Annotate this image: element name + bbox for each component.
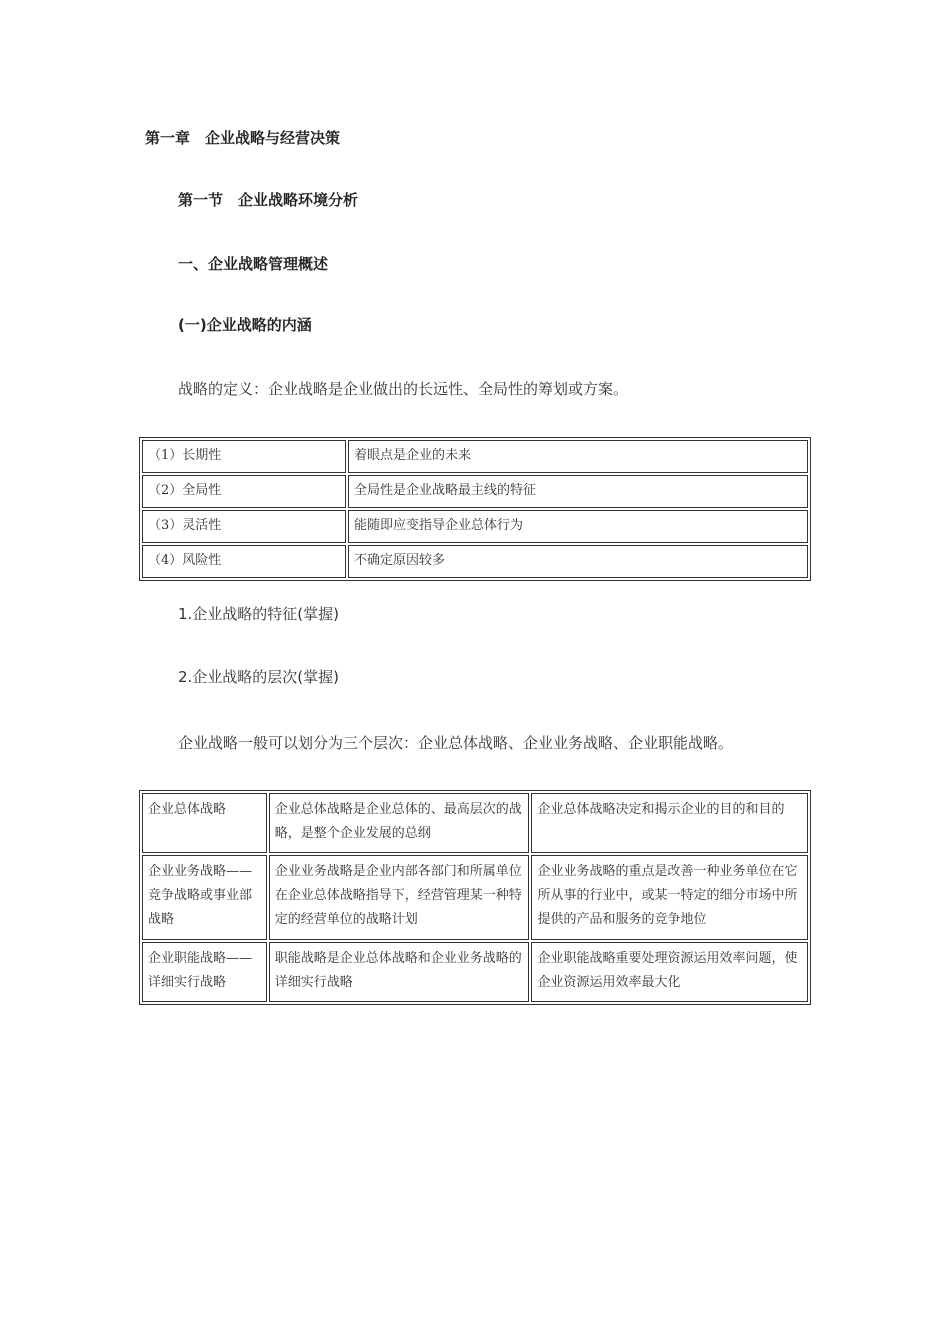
level-focus-cell: 企业业务战略的重点是改善一种业务单位在它所从事的行业中，或某一特定的细分市场中所提供的产品和服务的竞争地位 [531,855,808,940]
features-table [139,437,811,581]
feature-name-cell: （4）风险性 [142,545,346,578]
level-definition-cell: 职能战略是企业总体战略和企业业务战略的详细实行战略 [269,942,530,1002]
table-row [142,510,808,543]
feature-desc-cell: 全局性是企业战略最主线的特征 [348,475,808,508]
subsection-heading-1: 一、企业战略管理概述 [178,255,329,273]
table-row [142,855,808,940]
level-focus-cell: 企业总体战略决定和揭示企业的目的和目的 [531,793,808,853]
table-row [142,545,808,578]
level-name-cell: 企业业务战略——竞争战略或事业部战略 [142,855,267,940]
table-row [142,440,808,473]
feature-desc-cell: 能随即应变指导企业总体行为 [348,510,808,543]
level-name-cell: 企业职能战略——详细实行战略 [142,942,267,1002]
table-row [142,475,808,508]
feature-name-cell: （2）全局性 [142,475,346,508]
definition-paragraph: 战略的定义：企业战略是企业做出的长远性、全局性的筹划或方案。 [178,380,629,398]
level-heading: 2.企业战略的层次(掌握) [178,668,340,686]
level-intro-paragraph: 企业战略一般可以划分为三个层次：企业总体战略、企业业务战略、企业职能战略。 [178,734,734,752]
section-title: 第一节 企业战略环境分析 [178,191,359,209]
level-definition-cell: 企业业务战略是企业内部各部门和所属单位在企业总体战略指导下，经营管理某一种特定的经营单位的战略计划 [269,855,530,940]
levels-table [139,790,811,1005]
feature-desc-cell: 不确定原因较多 [348,545,808,578]
level-name-cell: 企业总体战略 [142,793,267,853]
feature-name-cell: （3）灵活性 [142,510,346,543]
subsection-heading-2: (一)企业战略的内涵 [178,316,312,334]
feature-name-cell: （1）长期性 [142,440,346,473]
feature-desc-cell: 着眼点是企业的未来 [348,440,808,473]
chapter-title: 第一章 企业战略与经营决策 [145,129,341,147]
table-row [142,793,808,853]
level-focus-cell: 企业职能战略重要处理资源运用效率问题，使企业资源运用效率最大化 [531,942,808,1002]
level-definition-cell: 企业总体战略是企业总体的、最高层次的战略，是整个企业发展的总纲 [269,793,530,853]
feature-heading: 1.企业战略的特征(掌握) [178,605,340,623]
table-row [142,942,808,1002]
